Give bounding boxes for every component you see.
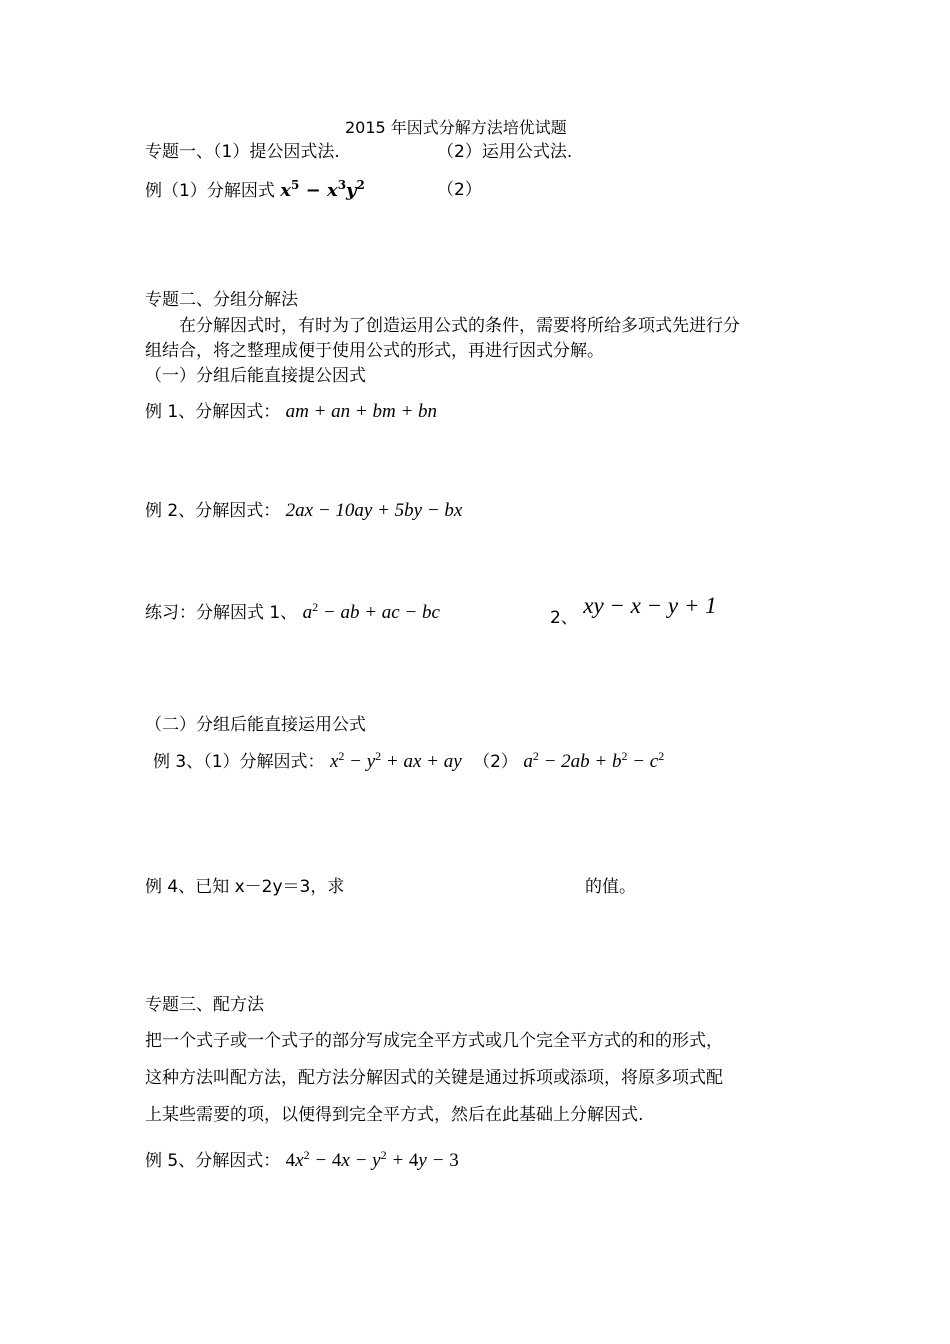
topic3-line1: 把一个式子或一个式子的部分写成完全平方式或几个完全平方式的和的形式， <box>145 1031 723 1051</box>
example3-label: 例 3、（1）分解因式： <box>153 752 325 772</box>
topic1-example-label: 例（1）分解因式 <box>145 181 275 201</box>
example2 <box>145 500 462 523</box>
practice1-label: 练习：分解因式 1、 <box>145 603 298 623</box>
example2-label: 例 2、分解因式： <box>145 501 281 521</box>
example3-sub2: （2） <box>473 752 518 772</box>
topic2-sub2: （二）分组后能直接运用公式 <box>145 715 366 735</box>
topic2-sub1: （一）分组后能直接提公因式 <box>145 366 366 386</box>
example4-tail: 的值。 <box>585 877 636 897</box>
example3 <box>153 751 664 774</box>
example2-expr: 2ax − 10ay + 5by − bx <box>285 500 463 521</box>
example4-label: 例 4、已知 x－2y＝3，求 <box>145 877 345 897</box>
topic2-intro-line1: 在分解因式时，有时为了创造运用公式的条件，需要将所给多项式先进行分 <box>179 316 740 336</box>
example1 <box>145 401 437 424</box>
topic3-line2: 这种方法叫配方法，配方法分解因式的关键是通过拆项或添项，将原多项式配 <box>145 1068 723 1088</box>
topic1-example <box>145 180 365 202</box>
topic2-heading: 专题二、分组分解法 <box>145 290 298 310</box>
practice2 <box>550 592 717 628</box>
topic3-heading: 专题三、配方法 <box>145 995 264 1015</box>
example1-expr: am + an + bm + bn <box>285 401 438 422</box>
topic2-intro-line2: 组结合，将之整理成便于使用公式的形式，再进行因式分解。 <box>145 341 604 361</box>
topic1-heading: 专题一、（1）提公因式法. <box>145 142 340 162</box>
example5-expr: $4x^2 - 4x - y^2 + 4y - 3$ <box>285 1148 459 1171</box>
example5-label: 例 5、分解因式： <box>145 1151 281 1171</box>
practice2-label: 2、 <box>550 608 578 628</box>
practice1 <box>145 602 440 625</box>
page-title: 2015 年因式分解方法培优试题 <box>345 118 567 137</box>
practice1-expr: $a^2$ − ab + ac − bc <box>302 600 440 623</box>
topic1-part2: （2）运用公式法. <box>437 142 573 162</box>
practice2-expr: xy − x − y + 1 <box>583 593 717 618</box>
example1-label: 例 1、分解因式： <box>145 402 281 422</box>
topic1-example-formula: $x^5 - x^3y^2$ <box>280 178 365 201</box>
example3-expr1: $x^2 - y^2$ + ax + ay <box>329 749 462 772</box>
example5 <box>145 1150 459 1173</box>
example3-expr2: $a^2 - 2ab + b^2 - c^2$ <box>523 749 665 772</box>
topic1-example-sub2: （2） <box>437 180 482 200</box>
topic3-line3: 上某些需要的项，以便得到完全平方式，然后在此基础上分解因式. <box>145 1105 644 1125</box>
